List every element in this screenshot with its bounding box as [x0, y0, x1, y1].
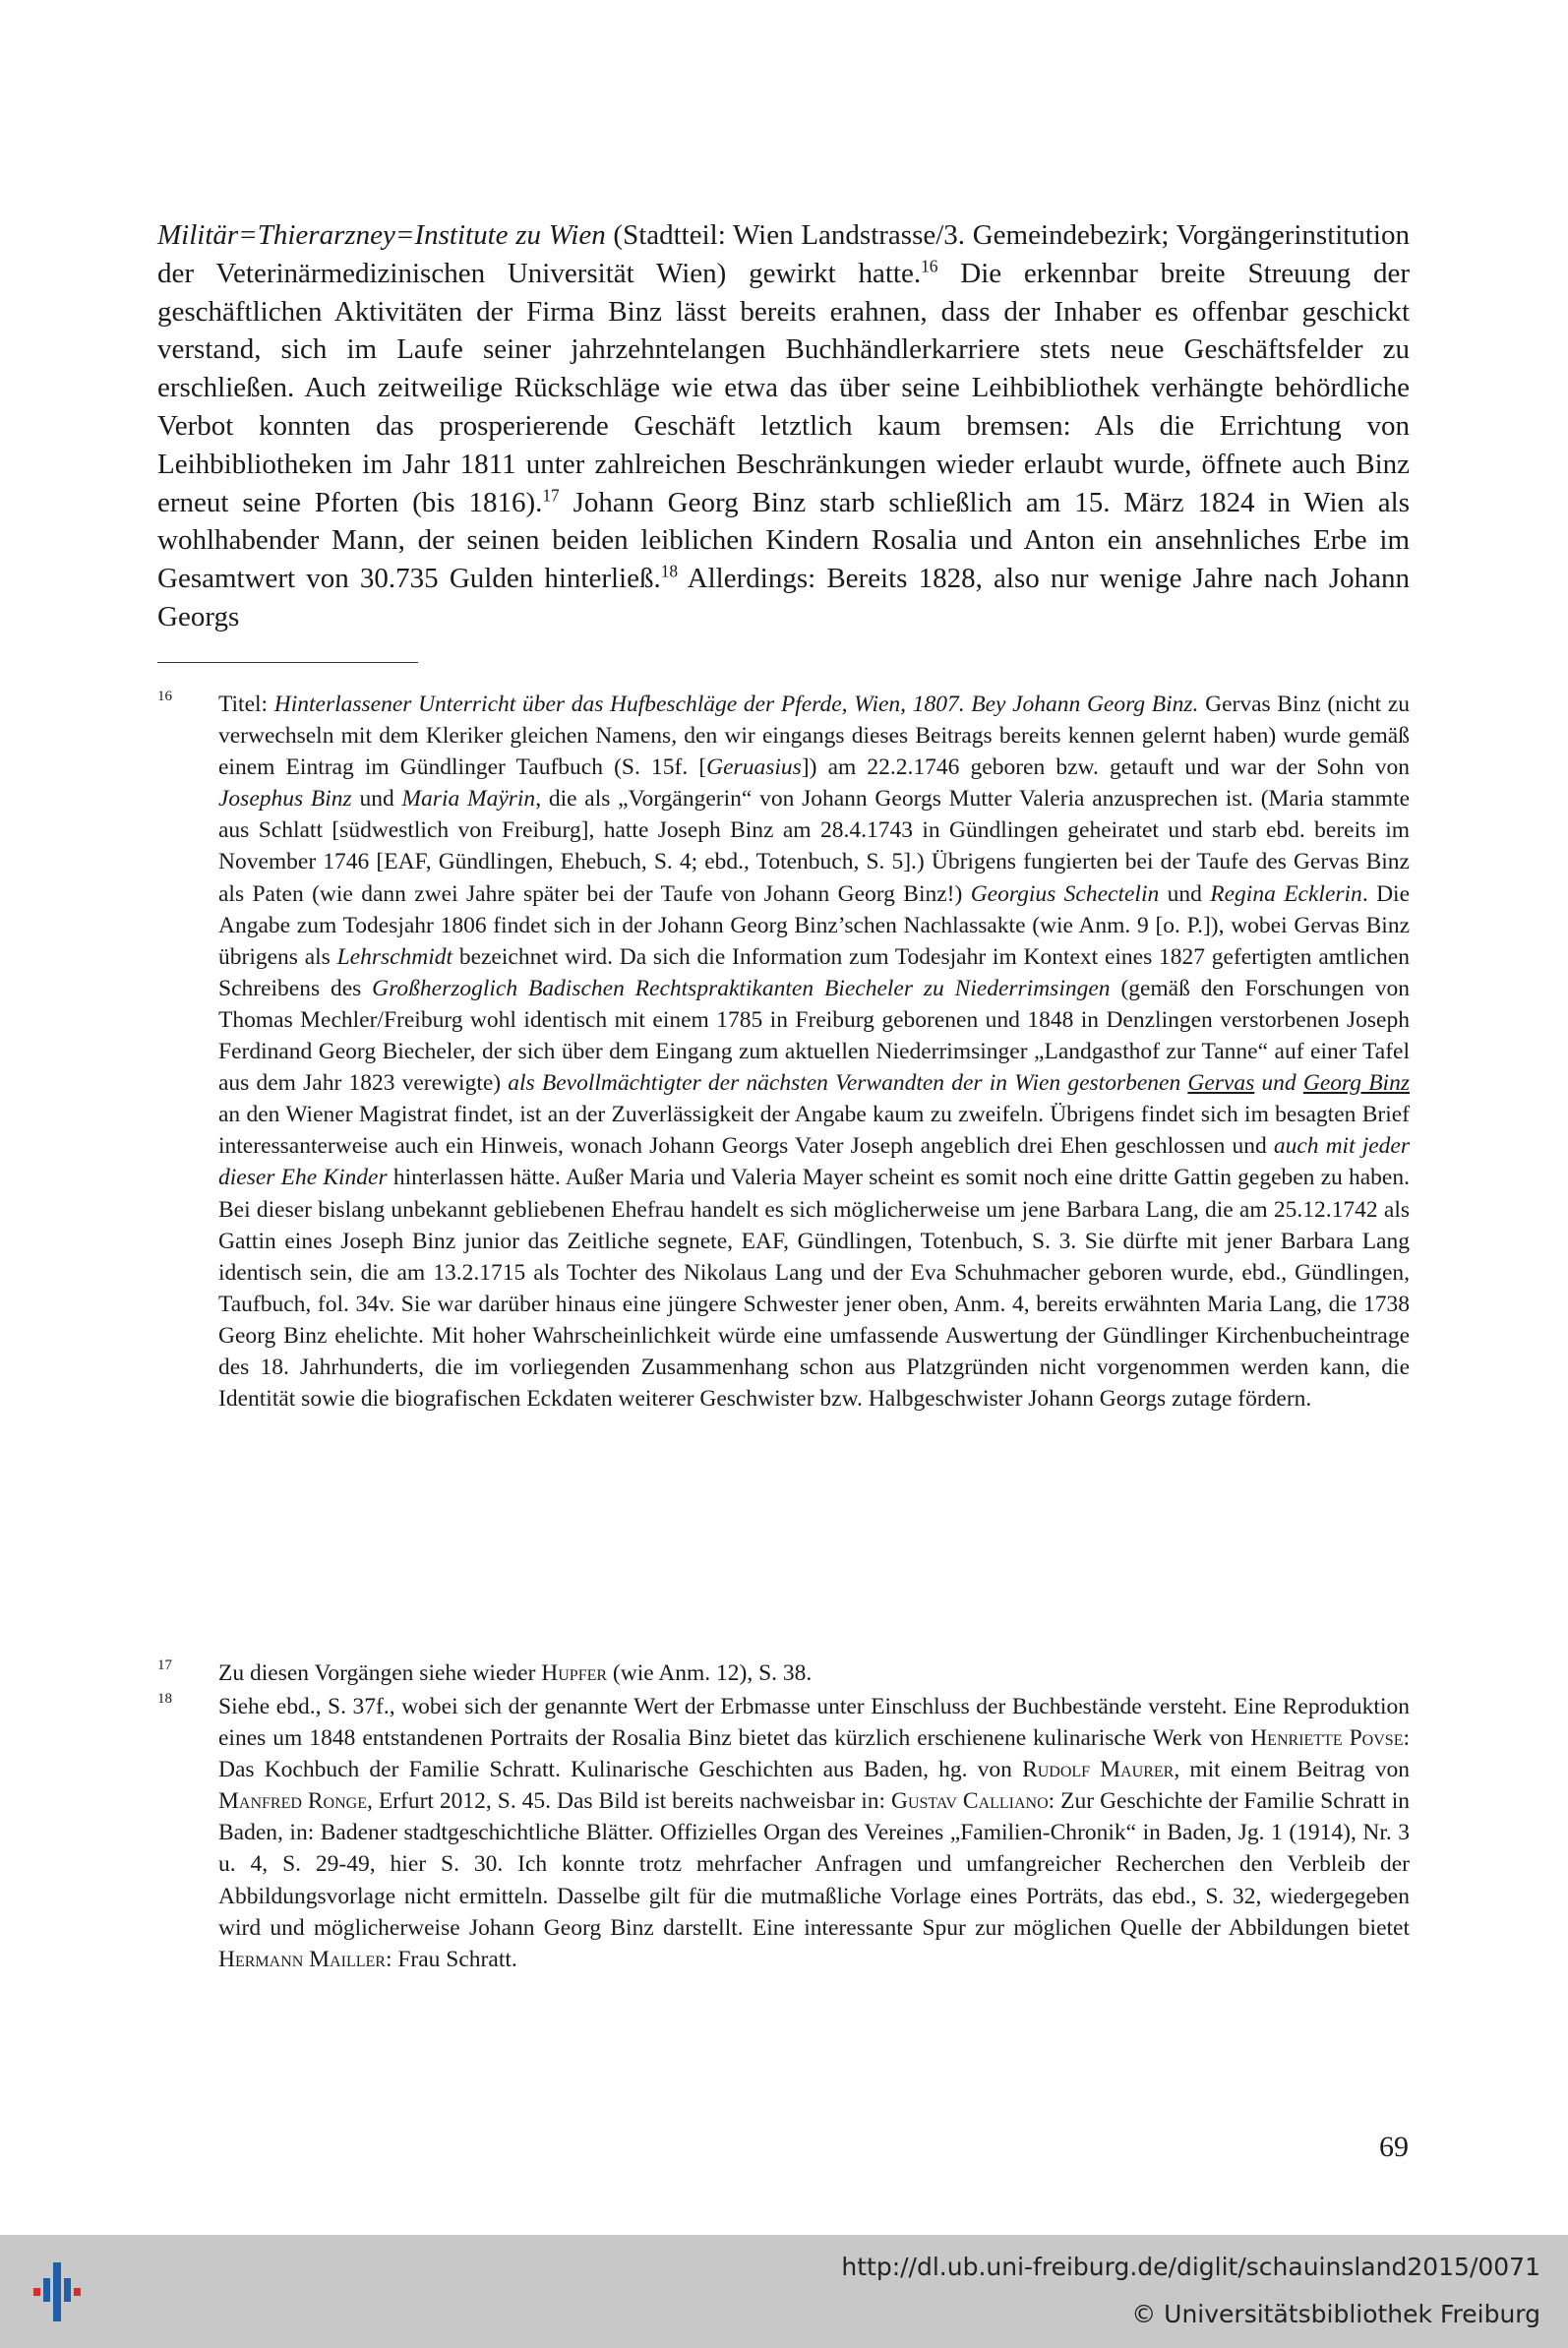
footnote-text: Zu diesen Vorgängen siehe wieder Hupfer (wie Anm. 12), S. 38. — [218, 1660, 813, 1686]
body-paragraph — [157, 216, 1410, 636]
footnote-number: 17 — [157, 1657, 172, 1673]
page-number: 69 — [1379, 2131, 1409, 2163]
text-run: Allerdings: Bereits 1828, also nur wenige Jahre nach Johann Georgs — [157, 563, 1410, 632]
footnote-number: 16 — [157, 689, 172, 704]
footnote-ref: 18 — [660, 561, 679, 581]
footer-url-link[interactable]: http://dl.ub.uni-freiburg.de/diglit/schauinsland2015/0071 — [841, 2253, 1540, 2281]
footnote-18 — [157, 1691, 1410, 1975]
main-text — [157, 216, 1410, 636]
text-run: Johann Georg Binz starb schließlich am 15. März 1824 in Wien als wohlhabender Mann, der seinen beiden leiblichen Kindern Rosalia und Anton ein ansehnliches Erbe im Gesamtwert von 30.735 Gulden hinterließ. — [157, 486, 1410, 595]
footnote-ref: 16 — [921, 256, 938, 276]
footnote-text: Siehe ebd., S. 37f., wobei sich der genannte Wert der Erbmasse unter Einschluss der Buchbestände versteht. Eine Reproduktion eines um 1848 entstandenen Portraits der Rosalia Binz bietet das kürzlich erschienene kulinarische Werk von Henriette Povse: Das Kochbuch der Familie Schratt. Kulinarische Geschichten aus Baden, hg. von Rudolf Maurer, mit einem Beitrag von Manfred Ronge, Erfurt 2012, S. 45. Das Bild ist bereits nachweisbar in: Gustav Calliano: Zur Geschichte der Familie Schratt in Baden, in: Badener stadtgeschichtliche Blätter. Offizielles Organ des Vereines „Familien-Chronik“ in Baden, Jg. 1 (1914), Nr. 3 u. 4, S. 29-49, hier S. 30. Ich konnte trotz mehrfacher Anfragen und umfangreicher Recherchen den Verbleib der Abbildungsvorlage nicht ermitteln. Dasselbe gilt für die mutmaßliche Vorlage eines Porträts, das ebd., S. 32, wiedergegeben wird und möglicherweise Johann Georg Binz darstellt. Eine interessante Spur zur möglichen Quelle der Abbildungen bietet Hermann Mailler: Frau Schratt. — [218, 1694, 1410, 1972]
footnote-separator — [157, 662, 418, 663]
footnote-number: 18 — [157, 1691, 172, 1707]
text-run: Die erkennbar breite Streuung der geschäftlichen Aktivitäten der Firma Binz lässt bereits erahnen, dass der Inhaber es offenbar geschickt verstand, sich im Laufe seiner jahrzehntelangen Buchhändlerkarriere stets neue Geschäftsfelder zu erschließen. Auch zeitweilige Rückschläge wie etwa das über seine Leihbibliothek verhängte behördliche Verbot konnten das prosperierende Geschäft letztlich kaum bremsen: Als die Errichtung von Leihbibliotheken im Jahr 1811 unter zahlreichen Beschränkungen wieder erlaubt wurde, öffnete auch Binz erneut seine Pforten (bis 1816). — [157, 257, 1410, 518]
footnote-16 — [157, 689, 1410, 1415]
footnote-17 — [157, 1657, 1410, 1689]
footer-copyright: © Universitätsbibliothek Freiburg — [1131, 2300, 1540, 2328]
text-run: (Stadtteil: Wien Landstrasse/3. Gemeindebezirk; Vorgängerinstitution der Veterinärmedizinischen Universität Wien) gewirkt hatte. — [157, 219, 1410, 289]
italic-title: Militär=Thierarzney=Institute zu Wien — [157, 219, 606, 251]
footer-bar — [0, 2235, 1568, 2348]
footnote-text: Titel: Hinterlassener Unterricht über das Hufbeschläge der Pferde, Wien, 1807. Bey Johann Georg Binz. Gervas Binz (nicht zu verwechseln mit dem Kleriker gleichen Namens, den wir eingangs dieses Beitrags bereits kennen gelernt haben) wurde gemäß einem Eintrag im Gündlinger Taufbuch (S. 15f. [Geruasius]) am 22.2.1746 geboren bzw. getauft und war der Sohn von Josephus Binz und Maria Maÿrin, die als „Vorgängerin“ von Johann Georgs Mutter Valeria anzusprechen ist. (Maria stammte aus Schlatt [südwestlich von Freiburg], hatte Joseph Binz am 28.4.1743 in Gündlingen geheiratet und starb ebd. bereits im November 1746 [EAF, Gündlingen, Ehebuch, S. 4; ebd., Totenbuch, S. 5].) Übrigens fungierten bei der Taufe des Gervas Binz als Paten (wie dann zwei Jahre später bei der Taufe von Johann Georg Binz!) Georgius Schectelin und Regina Ecklerin. Die Angabe zum Todesjahr 1806 findet sich in der Johann Georg Binz’schen Nachlassakte (wie Anm. 9 [o. P.]), wobei Gervas Binz übrigens als Lehrschmidt bezeichnet wird. Da sich die Information zum Todesjahr im Kontext eines 1827 gefertigten amtlichen Schreibens des Großherzoglich Badischen Rechtspraktikanten Biecheler zu Niederrimsingen (gemäß den Forschungen von Thomas Mechler/Freiburg wohl identisch mit einem 1785 in Freiburg geborenen und 1848 in Denzlingen verstorbenen Joseph Ferdinand Georg Biecheler, der sich über dem Eingang zum aktuellen Niederrimsinger „Landgasthof zur Tanne“ auf einer Tafel aus dem Jahr 1823 verewigte) als Bevollmächtigter der nächsten Verwandten der in Wien gestorbenen Gervas und Georg Binz an den Wiener Magistrat findet, ist an der Zuverlässigkeit der Angabe kaum zu zweifeln. Übrigens findet sich im besagten Brief interessanterweise auch ein Hinweis, wonach Johann Georgs Vater Joseph angeblich drei Ehen geschlossen und auch mit jeder dieser Ehe Kinder hinterlassen hätte. Außer Maria und Valeria Mayer scheint es somit noch eine dritte Gattin gegeben zu haben. Bei dieser bislang unbekannt gebliebenen Ehefrau handelt es sich möglicherweise um jene Barbara Lang, die am 25.12.1742 als Gattin eines Joseph Binz junior das Zeitliche segnete, EAF, Gündlingen, Totenbuch, S. 3. Sie dürfte mit jener Barbara Lang identisch sein, die am 13.2.1715 als Tochter des Nikolaus Lang und der Eva Schuhmacher geboren wurde, ebd., Gündlingen, Taufbuch, fol. 34v. Sie war darüber hinaus eine jüngere Schwester jener oben, Anm. 4, bereits erwähnten Maria Lang, die 1738 Georg Binz ehelichte. Mit hoher Wahrscheinlichkeit würde eine umfassende Auswertung der Gündlinger Kirchenbucheintrage des 18. Jahrhunderts, die im vorliegenden Zusammenhang schon aus Platzgründen nicht vorgenommen werden kann, die Identität sowie die biografischen Eckdaten weiterer Geschwister bzw. Halbgeschwister Johann Georgs zutage fördern. — [218, 692, 1411, 1413]
ub-freiburg-logo-icon — [18, 2253, 96, 2331]
footnote-ref: 17 — [542, 484, 560, 505]
